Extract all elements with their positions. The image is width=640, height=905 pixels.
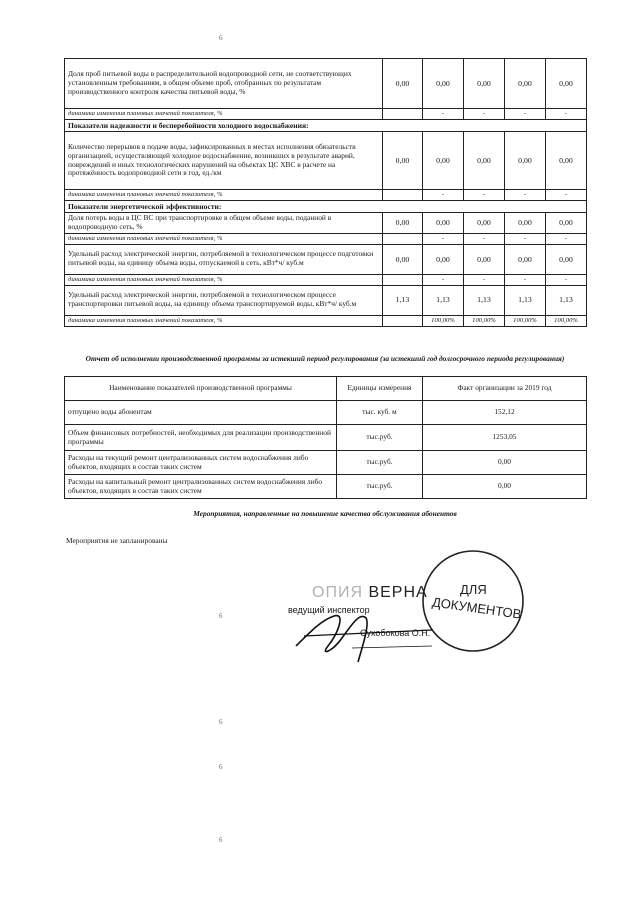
indicator-value: 0,00 — [423, 59, 464, 109]
indicator-value: 100,00% — [505, 315, 546, 326]
indicator-value: - — [546, 109, 587, 120]
report-fact-cell: 1253,05 — [423, 425, 587, 451]
indicator-value: - — [464, 274, 505, 285]
indicator-value — [383, 109, 423, 120]
dynamics-row — [65, 190, 587, 201]
indicator-value: 0,00 — [546, 213, 587, 234]
indicator-value: - — [423, 274, 464, 285]
signature — [282, 590, 442, 670]
indicator-value: - — [546, 233, 587, 244]
report-unit-cell: тыс. куб. м — [337, 401, 423, 425]
indicators-table — [64, 58, 587, 327]
indicator-value: 0,00 — [383, 244, 423, 274]
indicator-value: - — [505, 190, 546, 201]
report-caption: Отчет об исполнении производственной программы за истекший период регулирования (за истекший год долгосрочного периода регулирования) — [85, 354, 565, 363]
indicator-label: динамика изменения плановых значений показателя, % — [65, 274, 383, 285]
indicator-value — [383, 315, 423, 326]
indicator-label: динамика изменения плановых значений показателя, % — [65, 315, 383, 326]
report-name-cell: отпущено воды абонентам — [65, 401, 337, 425]
report-row — [65, 425, 587, 451]
dynamics-row — [65, 274, 587, 285]
page-mark-bottom: 6 — [219, 836, 223, 844]
indicator-value: 0,00 — [505, 213, 546, 234]
round-stamp-line2: ДОКУМЕНТОВ — [431, 594, 523, 622]
indicator-value: 0,00 — [464, 213, 505, 234]
indicator-value: 0,00 — [423, 213, 464, 234]
report-row — [65, 451, 587, 475]
dynamics-row — [65, 315, 587, 326]
indicator-value: 0,00 — [464, 132, 505, 190]
indicator-value: 100,00% — [546, 315, 587, 326]
table2-header-fact: Факт организации за 2019 год — [423, 377, 587, 401]
indicator-row — [65, 213, 587, 234]
round-stamp-line1: ДЛЯ — [460, 582, 487, 597]
indicator-value: 100,00% — [423, 315, 464, 326]
indicator-value: 0,00 — [546, 59, 587, 109]
indicator-value: 0,00 — [383, 213, 423, 234]
indicator-label: Доля проб питьевой воды в распределительной водопроводной сети, не соответствующих установленным требованиям, в общем объеме проб, отобранных по результатам производственного контроля качества питьевой воды, % — [65, 59, 383, 109]
page-mark-mid2: 6 — [219, 718, 223, 726]
verno-stamp: ОПИЯ ВЕРНА — [312, 584, 428, 601]
indicator-value: 100,00% — [464, 315, 505, 326]
indicator-value: 1,13 — [383, 285, 423, 315]
indicator-value — [383, 274, 423, 285]
indicator-value — [383, 190, 423, 201]
verno-text: ВЕРНА — [368, 584, 428, 601]
indicator-row — [65, 285, 587, 315]
indicator-value: - — [464, 233, 505, 244]
indicator-value: - — [464, 190, 505, 201]
indicator-label: Удельный расход электрической энергии, потребляемой в технологическом процессе подготовки питьевой воды, на единицу объема воды, отпускаемой в сеть, кВт*ч/ куб.м — [65, 244, 383, 274]
section-heading: Показатели энергетической эффективности: — [65, 200, 587, 212]
indicator-value: 0,00 — [505, 244, 546, 274]
indicator-label: динамика изменения плановых значений показателя, % — [65, 233, 383, 244]
indicator-value: 0,00 — [383, 132, 423, 190]
table2-header-unit: Единицы измерения — [337, 377, 423, 401]
indicator-value: - — [505, 233, 546, 244]
report-name-cell: Расходы на текущий ремонт централизованных систем водоснабжения либо объектов, входящих в состав таких систем — [65, 451, 337, 475]
indicator-value: 1,13 — [423, 285, 464, 315]
report-name-cell: Расходы на капитальный ремонт централизованных систем водоснабжения либо объектов, входящих в состав таких систем — [65, 475, 337, 499]
indicator-value: - — [505, 274, 546, 285]
indicator-label: Доля потерь воды в ЦС ВС при транспортировке в общем объеме воды, поданной в водопроводную сеть, % — [65, 213, 383, 234]
report-unit-cell: тыс.руб. — [337, 475, 423, 499]
indicator-value: - — [464, 109, 505, 120]
report-row — [65, 401, 587, 425]
indicator-value: - — [505, 109, 546, 120]
report-row — [65, 475, 587, 499]
indicator-value: - — [423, 233, 464, 244]
measures-caption: Мероприятия, направленные на повышение качества обслуживания абонентов — [193, 509, 457, 518]
report-unit-cell: тыс.руб. — [337, 451, 423, 475]
indicator-label: динамика изменения плановых значений показателя, % — [65, 190, 383, 201]
report-fact-cell: 0,00 — [423, 475, 587, 499]
indicator-value: 0,00 — [505, 132, 546, 190]
indicator-label: динамика изменения плановых значений показателя, % — [65, 109, 383, 120]
indicator-value: - — [423, 109, 464, 120]
section-heading: Показатели надежности и бесперебойности холодного водоснабжения: — [65, 119, 587, 131]
indicator-value: 0,00 — [464, 244, 505, 274]
dynamics-row — [65, 233, 587, 244]
indicator-value: - — [423, 190, 464, 201]
measures-text: Мероприятия не запланированы — [66, 536, 168, 545]
page-mark-mid3: 6 — [219, 763, 223, 771]
indicator-value: 1,13 — [464, 285, 505, 315]
indicator-value: 0,00 — [383, 59, 423, 109]
signer-name: Сухобокова О.Н. — [360, 628, 431, 638]
report-unit-cell: тыс.руб. — [337, 425, 423, 451]
indicator-value: 0,00 — [423, 132, 464, 190]
indicator-label: Удельный расход электрической энергии, потребляемой в технологическом процессе транспортировки питьевой воды, на единицу объема транспортируемой воды, кВт*ч/ куб.м — [65, 285, 383, 315]
indicator-value: - — [546, 190, 587, 201]
indicator-row — [65, 132, 587, 190]
inspector-title: ведущий инспектор — [288, 605, 370, 615]
indicator-value: 1,13 — [546, 285, 587, 315]
indicator-value — [383, 233, 423, 244]
production-program-report-table — [64, 376, 587, 499]
indicator-value: 0,00 — [546, 132, 587, 190]
table2-header-name: Наименование показателей производственной программы — [65, 377, 337, 401]
indicator-value: 1,13 — [505, 285, 546, 315]
report-fact-cell: 152,12 — [423, 401, 587, 425]
indicator-row — [65, 59, 587, 109]
indicator-value: - — [546, 274, 587, 285]
report-name-cell: Объем финансовых потребностей, необходимых для реализации производственной программы — [65, 425, 337, 451]
page-mark-top: 6 — [219, 34, 223, 42]
indicator-value: 0,00 — [505, 59, 546, 109]
indicator-label: Количество перерывов в подаче воды, зафиксированных в местах исполнения обязательств организацией, осуществляющей холодное водоснабжение, возникших в результате аварий, повреждений и иных технологических нарушений на объектах ЦС ХВС в расчете на протяжённость водопроводной сети в год, ед./км — [65, 132, 383, 190]
indicator-value: 0,00 — [423, 244, 464, 274]
indicator-value: 0,00 — [546, 244, 587, 274]
page-mark-mid1: 6 — [219, 612, 223, 620]
report-fact-cell: 0,00 — [423, 451, 587, 475]
indicator-row — [65, 244, 587, 274]
dynamics-row — [65, 109, 587, 120]
indicator-value: 0,00 — [464, 59, 505, 109]
